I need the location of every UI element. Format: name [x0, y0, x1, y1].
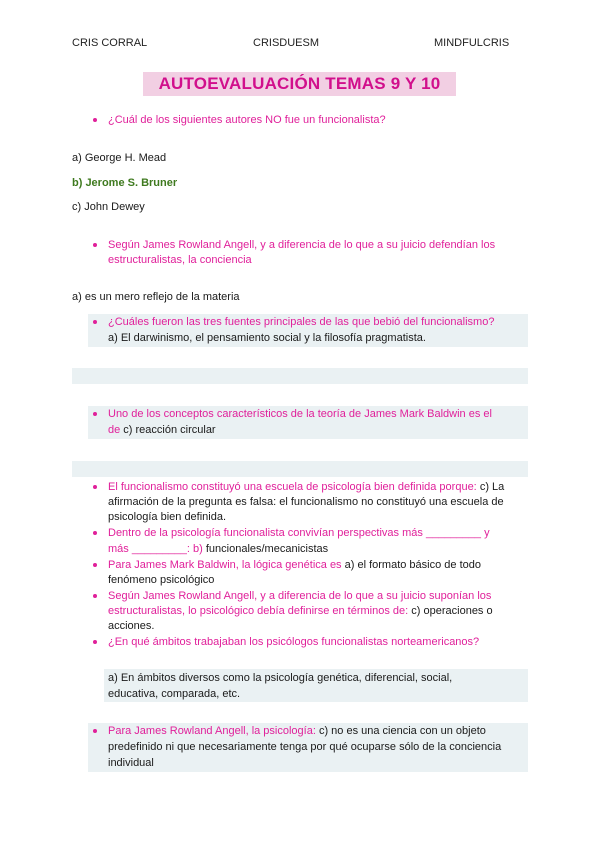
bullet-icon [93, 320, 97, 324]
q2-answer: a) es un mero reflejo de la materia [72, 291, 240, 303]
question-7: Para James Mark Baldwin, la lógica genética es [108, 559, 345, 571]
question-3: ¿Cuáles fueron las tres fuentes principales de las que bebió del funcionalismo? [108, 316, 495, 328]
bullet-icon [93, 640, 97, 644]
q10-answer-line3: individual [108, 757, 154, 769]
question-6-tail: más _________: [108, 543, 194, 555]
header-left: CRIS CORRAL [72, 37, 148, 49]
question-4-tail: de [108, 424, 124, 436]
q1-option-a: a) George H. Mead [72, 152, 167, 164]
empty-shaded-row [72, 368, 528, 384]
q10-answer-start: c) no es una ciencia con un objeto [318, 725, 486, 737]
q5-answer-line3: psicología bien definida. [108, 511, 227, 523]
q5-answer-start: c) La [479, 481, 505, 493]
bullet-icon [93, 118, 97, 122]
bullet-icon [93, 729, 97, 733]
question-6-line1: Dentro de la psicología funcionalista convivían perspectivas más _________ y [108, 527, 490, 539]
q7-answer-start: a) el formato básico de todo [344, 559, 481, 571]
q6-answer-letter: b) [193, 543, 203, 555]
question-10-line1 [108, 723, 486, 739]
q9-answer-line1: a) En ámbitos diversos como la psicología genética, diferencial, social, [108, 672, 453, 684]
question-10: Para James Rowland Angell, la psicología: [108, 725, 319, 737]
q1-option-c: c) John Dewey [72, 201, 145, 213]
question-8-line1: Según James Rowland Angell, y a diferencia de lo que a su juicio suponían los [108, 590, 492, 602]
q3-answer: a) El darwinismo, el pensamiento social y la filosofía pragmatista. [108, 332, 426, 344]
question-2-line1: Según James Rowland Angell, y a diferencia de lo que a su juicio defendían los [108, 239, 496, 251]
q8-answer-start: c) operaciones o [411, 605, 493, 617]
question-4-line2 [108, 422, 216, 438]
q5-answer-line2: afirmación de la pregunta es falsa: el funcionalismo no constituyó una escuela de [108, 496, 504, 508]
question-2-line2: estructuralistas, la conciencia [108, 254, 252, 266]
question-8-tail: estructuralistas, lo psicológico debía definirse en términos de: [108, 605, 412, 617]
question-5-line1 [108, 479, 504, 495]
question-7-line1 [108, 557, 481, 573]
q4-answer: c) reacción circular [123, 424, 216, 436]
q1-option-b-correct: b) Jerome S. Bruner [72, 177, 178, 189]
bullet-icon [93, 243, 97, 247]
header-right: MINDFULCRIS [434, 37, 510, 49]
q9-answer-line2: educativa, comparada, etc. [108, 688, 241, 700]
bullet-icon [93, 563, 97, 567]
question-4-line1: Uno de los conceptos característicos de la teoría de James Mark Baldwin es el [108, 408, 492, 420]
q10-answer-line2: predefinido ni que necesariamente tenga por qué ocuparse sólo de la conciencia [108, 741, 502, 753]
question-5: El funcionalismo constituyó una escuela de psicología bien definida porque: [108, 481, 480, 493]
empty-shaded-row [72, 461, 528, 477]
bullet-icon [93, 412, 97, 416]
question-6-line2 [108, 541, 328, 557]
q8-answer-line2: acciones. [108, 620, 155, 632]
bullet-icon [93, 531, 97, 535]
bullet-icon [93, 594, 97, 598]
q7-answer-line2: fenómeno psicológico [108, 574, 215, 586]
question-1: ¿Cuál de los siguientes autores NO fue un funcionalista? [108, 114, 386, 126]
question-8-line2 [108, 603, 493, 619]
header-center: CRISDUESM [253, 37, 320, 49]
page-title: AUTOEVALUACIÓN TEMAS 9 Y 10 [143, 72, 456, 96]
bullet-icon [93, 485, 97, 489]
q6-answer: funcionales/mecanicistas [202, 543, 329, 555]
question-9: ¿En qué ámbitos trabajaban los psicólogos funcionalistas norteamericanos? [108, 636, 480, 648]
